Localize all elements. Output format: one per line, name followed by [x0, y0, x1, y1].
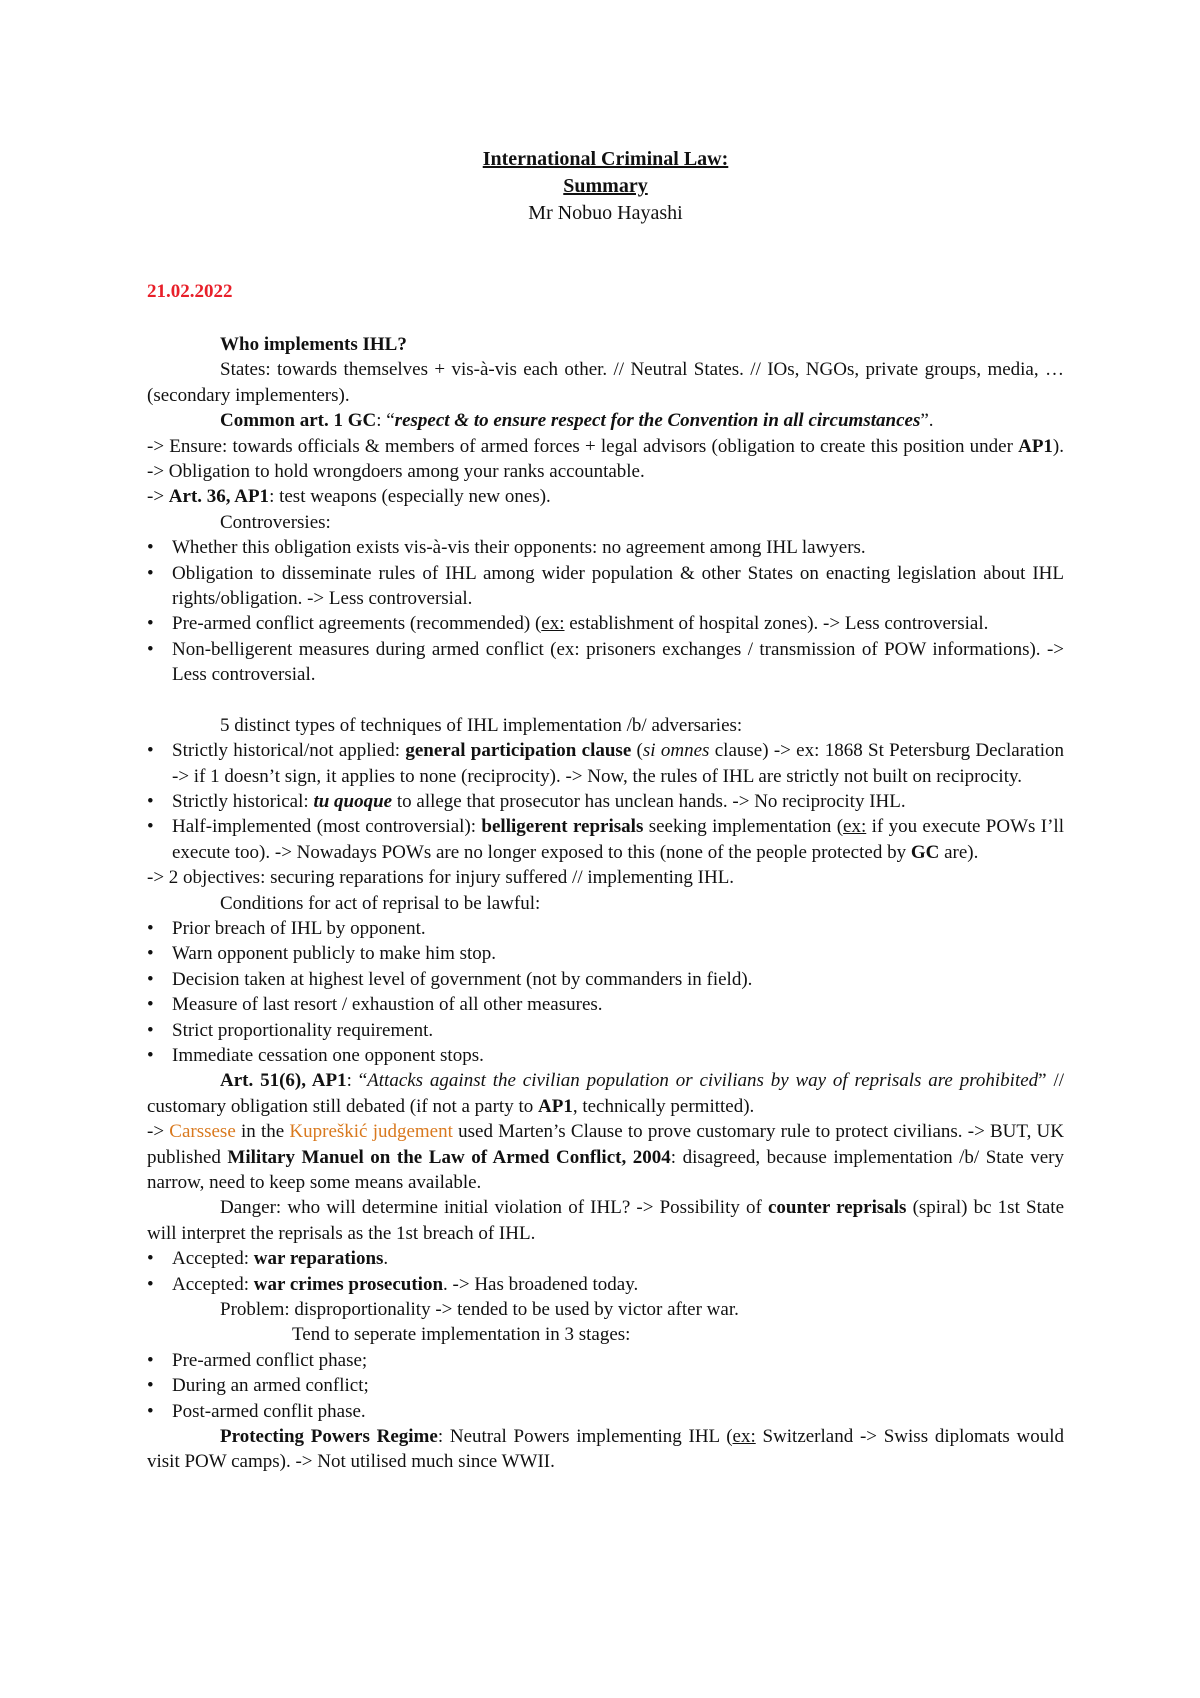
list-item: • Prior breach of IHL by opponent. — [147, 916, 1064, 941]
term-war-crimes-prosecution: war crimes prosecution — [253, 1273, 444, 1295]
heading-text: Who implements IHL? — [220, 334, 407, 355]
link-kupreskic-judgement[interactable]: Kupreškić judgement — [289, 1121, 453, 1143]
term-art-36: Art. 36, AP1 — [168, 486, 270, 508]
list-item — [147, 611, 1064, 636]
document-header — [147, 146, 1064, 227]
paragraph-protecting-powers — [147, 1424, 1064, 1475]
text-span: . — [383, 1248, 389, 1270]
text-span: Accepted: — [172, 1248, 254, 1270]
paragraph-art-36 — [147, 484, 1064, 509]
paragraph-problem: Problem: disproportionality -> tended to be used by victor after war. — [220, 1299, 739, 1321]
text-span: , technically permitted). — [572, 1095, 755, 1117]
text-span: Strictly historical/not applied: — [172, 740, 406, 762]
document-subtitle: Summary — [563, 175, 648, 197]
text-span: are). — [939, 841, 979, 863]
text-span: -> — [147, 486, 169, 508]
text-span: : “ — [376, 410, 395, 432]
text-span: ( — [631, 740, 643, 762]
list-item: • Warn opponent publicly to make him stop. — [147, 941, 1064, 966]
term-general-participation: general participation clause — [405, 740, 632, 762]
list-item: • Pre-armed conflict phase; — [147, 1348, 1064, 1373]
paragraph-common-art-1 — [147, 408, 1064, 433]
text-span: : test weapons (especially new ones). — [269, 486, 551, 508]
text-span: : Neutral Powers implementing IHL ( — [437, 1426, 733, 1448]
text-span: ex: — [843, 816, 867, 838]
list-item — [147, 1246, 1064, 1271]
term-si-omnes: si omnes — [642, 740, 710, 762]
document-body — [147, 332, 1064, 1475]
list-item: • Obligation to disseminate rules of IHL among wider population & other States on enacting legislation about IHL rights/obligation. -> Less controversial. — [147, 561, 1064, 612]
text-span: Pre-armed conflict agreements (recommended) ( — [172, 613, 542, 635]
text-span: if you execute POWs I’ll execute too). -> Nowadays POWs are no longer exposed to this (none of the people protected by — [172, 816, 1064, 863]
paragraph-stages: Tend to seperate implementation in 3 stages: — [292, 1324, 631, 1346]
text-span: Strictly historical: — [172, 790, 314, 812]
term-war-reparations: war reparations — [253, 1248, 384, 1270]
quote-respect: respect & to ensure respect for the Convention in all circumstances — [394, 410, 921, 432]
text-span: establishment of hospital zones). -> Less controversial. — [564, 613, 989, 635]
term-gc: GC — [910, 841, 940, 863]
text-span: : disagreed, because implementation /b/ State very narrow, need to keep some means available. — [147, 1146, 1064, 1193]
text-span: clause) -> ex: 1868 St Petersburg Declaration -> if 1 doesn’t sign, it applies to none (reciprocity). -> Now, the rules of IHL are strictly not built on reciprocity. — [172, 740, 1064, 787]
paragraph-ensure — [147, 434, 1064, 485]
term-military-manual: Military Manuel on the Law of Armed Conflict, 2004 — [227, 1146, 671, 1168]
list-item: • Non-belligerent measures during armed conflict (ex: prisoners exchanges / transmission of POW informations). -> Less controversial. — [147, 637, 1064, 688]
text-span: in the — [235, 1121, 290, 1143]
paragraph-controversies: Controversies: — [220, 511, 331, 533]
link-carssese[interactable]: Carssese — [169, 1121, 236, 1143]
list-item — [147, 738, 1064, 789]
term-belligerent-reprisals: belligerent reprisals — [481, 816, 644, 838]
paragraph-techniques: 5 distinct types of techniques of IHL implementation /b/ adversaries: — [220, 714, 743, 736]
list-item: • Post-armed conflit phase. — [147, 1399, 1064, 1424]
text-span: to allege that prosecutor has unclean hands. -> No reciprocity IHL. — [392, 790, 906, 812]
list-item: • Immediate cessation one opponent stops. — [147, 1043, 1064, 1068]
section-heading — [147, 332, 1064, 357]
text-span: (spiral) bc 1st State will interpret the reprisals as the 1st breach of IHL. — [147, 1197, 1064, 1244]
paragraph-implementers: States: towards themselves + vis-à-vis each other. // Neutral States. // IOs, NGOs, private groups, media, … (secondary implementers). — [147, 359, 1064, 406]
spacer — [147, 688, 1064, 713]
text-span: ”. — [920, 410, 934, 432]
text-span: ex: — [732, 1426, 756, 1448]
list-item: • Measure of last resort / exhaustion of all other measures. — [147, 992, 1064, 1017]
paragraph-kupreskic — [147, 1119, 1064, 1195]
list-item — [147, 814, 1064, 865]
text-span: ” // customary obligation still debated (if not a party to — [147, 1070, 1065, 1117]
list-item: • Decision taken at highest level of government (not by commanders in field). — [147, 967, 1064, 992]
term-tu-quoque: tu quoque — [313, 790, 393, 812]
list-item: • Strict proportionality requirement. — [147, 1018, 1064, 1043]
paragraph-conditions: Conditions for act of reprisal to be lawful: — [220, 892, 541, 914]
list-item: • During an armed conflict; — [147, 1373, 1064, 1398]
term-counter-reprisals: counter reprisals — [768, 1197, 907, 1219]
term-protecting-powers: Protecting Powers Regime — [220, 1426, 438, 1448]
list-item — [147, 1272, 1064, 1297]
term-common-art-1: Common art. 1 GC — [220, 410, 377, 432]
text-span: Switzerland -> Swiss diplomats would visit POW camps). -> Not utilised much since WWII. — [147, 1426, 1065, 1473]
text-span: used Marten’s Clause to prove customary rule to protect civilians. -> BUT, UK published — [147, 1121, 1064, 1168]
paragraph-danger — [147, 1195, 1064, 1246]
term-ap1: AP1 — [538, 1095, 573, 1117]
text-span: ex: — [541, 613, 565, 635]
text-span: seeking implementation ( — [643, 816, 844, 838]
text-span: . -> Has broadened today. — [443, 1273, 639, 1295]
list-item: • Whether this obligation exists vis-à-vis their opponents: no agreement among IHL lawyers. — [147, 535, 1064, 560]
text-span: Half-implemented (most controversial): — [172, 816, 482, 838]
text-span: Accepted: — [172, 1273, 254, 1295]
list-item — [147, 789, 1064, 814]
text-span: Danger: who will determine initial violation of IHL? -> Possibility of — [220, 1197, 768, 1219]
term-art-51: Art. 51(6), AP1 — [220, 1070, 347, 1092]
text-span: -> — [147, 1121, 170, 1143]
document-title: International Criminal Law: — [482, 148, 729, 170]
text-span: ). -> Obligation to hold wrongdoers among your ranks accountable. — [147, 435, 1064, 483]
paragraph-objectives: -> 2 objectives: securing reparations for injury suffered // implementing IHL. — [147, 867, 735, 889]
quote-attacks: Attacks against the civilian population or civilians by way of reprisals are prohibited — [367, 1070, 1039, 1092]
text-span: -> Ensure: towards officials & members of armed forces + legal advisors (obligation to create this position under — [147, 435, 1019, 457]
text-span: : “ — [346, 1070, 368, 1092]
document-author: Mr Nobuo Hayashi — [528, 202, 683, 224]
section-date: 21.02.2022 — [147, 281, 233, 302]
term-ap1: AP1 — [1018, 435, 1053, 457]
paragraph-art-51 — [147, 1068, 1064, 1119]
